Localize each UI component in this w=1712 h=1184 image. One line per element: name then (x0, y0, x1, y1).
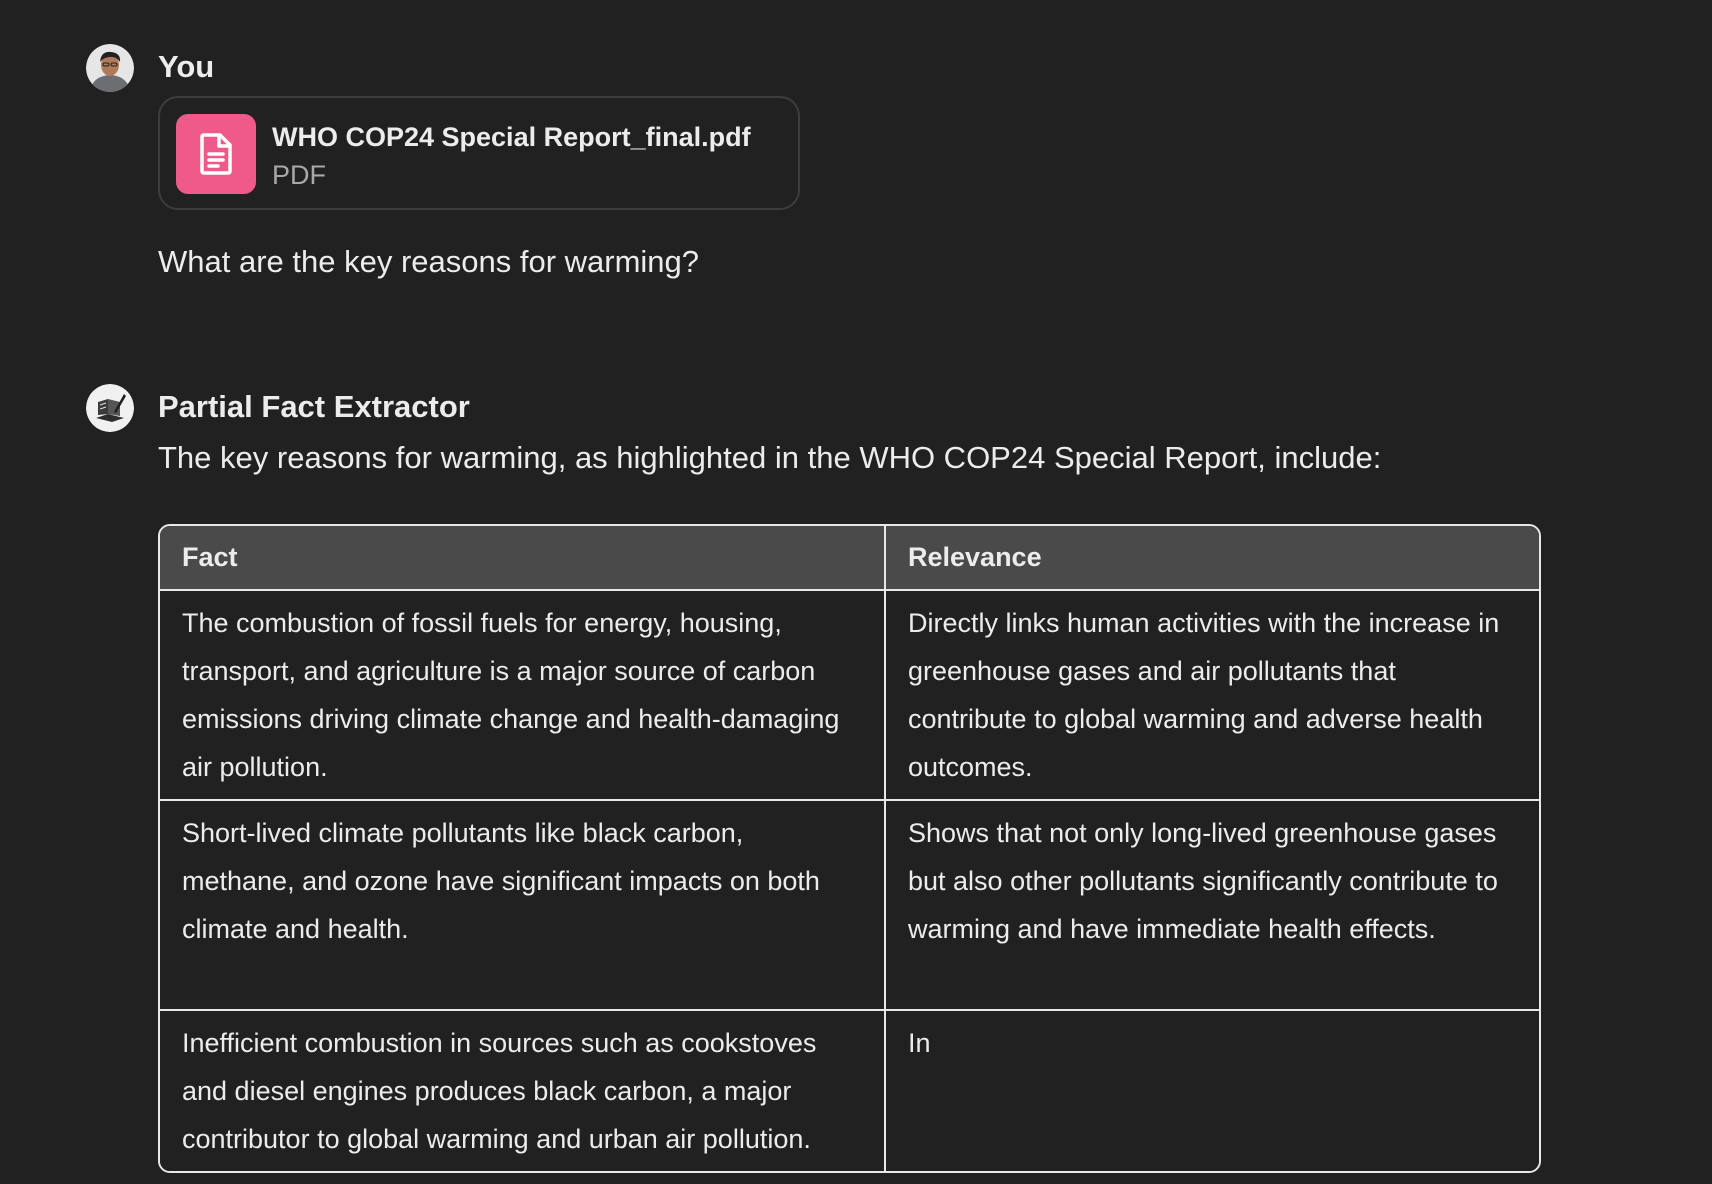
file-type: PDF (272, 160, 326, 190)
table-header-row (160, 526, 1539, 590)
user-avatar (86, 44, 134, 92)
table-row (160, 590, 1539, 800)
table-row (160, 1010, 1539, 1171)
fact-cell: The combustion of fossil fuels for energy, housing, transport, and agriculture is a major source of carbon emissions driving climate change and health-damaging air pollution. (160, 590, 885, 800)
document-icon (176, 114, 256, 194)
assistant-name: Partial Fact Extractor (158, 389, 470, 424)
relevance-cell: In (885, 1010, 1539, 1171)
assistant-avatar (86, 384, 134, 432)
user-name: You (158, 49, 215, 84)
relevance-cell: Shows that not only long-lived greenhouse gases but also other pollutants significantly contribute to warming and have immediate health effects. (885, 800, 1539, 1010)
fact-cell: Short-lived climate pollutants like black carbon, methane, and ozone have significant impacts on both climate and health. (160, 800, 885, 1010)
user-message: What are the key reasons for warming? (158, 244, 700, 279)
facts-table (158, 524, 1541, 1173)
table-row (160, 800, 1539, 1010)
file-attachment-card[interactable] (158, 96, 800, 210)
header-relevance: Relevance (885, 526, 1539, 590)
header-fact: Fact (160, 526, 885, 590)
relevance-cell: Directly links human activities with the increase in greenhouse gases and air pollutants that contribute to global warming and adverse health outcomes. (885, 590, 1539, 800)
fact-cell: Inefficient combustion in sources such as cookstoves and diesel engines produces black carbon, a major contributor to global warming and urban air pollution. (160, 1010, 885, 1171)
file-name: WHO COP24 Special Report_final.pdf (272, 122, 751, 152)
assistant-intro: The key reasons for warming, as highlighted in the WHO COP24 Special Report, include: (158, 440, 1382, 475)
